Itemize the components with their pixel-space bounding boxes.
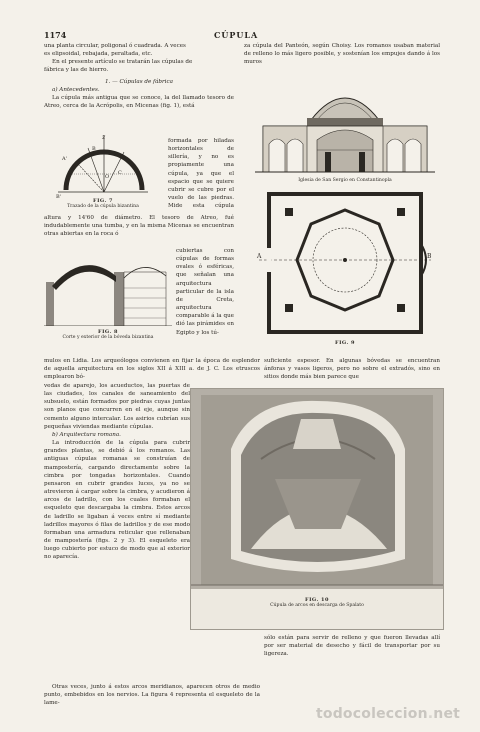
byzantine-vault-diagram	[44, 252, 172, 326]
intro-text	[44, 42, 234, 110]
subheading-a: a) Antecedentes.	[52, 86, 100, 93]
running-title: CÚPULA	[214, 30, 259, 40]
figure-7	[48, 130, 158, 210]
fig8-number: FIG. 8	[98, 329, 118, 335]
text-beside-fig7-content: formada por hiladas horizontales de sillería, y no es propiamente una cúpula, ya que el espacio que se quiere cubrir se cubre por el vuelo de las piedras. Mide esta cúpula	[168, 138, 234, 209]
fig8-caption: Corte y exterior de la bóveda bizantina	[62, 335, 154, 340]
fig7-label-z: z	[102, 134, 106, 141]
fig10-caption: Cúpula de arcos en descarga de Spalato	[270, 603, 364, 608]
intro-line-3: En el presente artículo se tratarán las cúpulas de	[52, 59, 193, 66]
fig9-label-a: A	[257, 253, 262, 260]
fig7-number: FIG. 7	[93, 198, 113, 204]
watermark-suffix: net	[433, 706, 461, 722]
right-bottom-text-content: sólo están para servir de relleno y que fueron llevadas allí por ser material de desecho y fácil de transportar por su ligereza.	[264, 635, 440, 658]
right-top-text-content: za cúpula del Panteón, según Choisy. Los romanos usaban material de relleno lo más ligero posible, y sostenían los empujes dando á los muros	[244, 43, 440, 66]
text-beside-fig8-content: cubiertas con cúpulas de formas ovales ó esféricas, que señalan una arquitectura particular de la isla de Creta, arquitectura comparable á la que dió las pirámides en Egipto y los tú-	[176, 248, 234, 336]
watermark: todocoleccion.net	[316, 706, 461, 722]
fig7-label-c: C	[118, 170, 122, 176]
right-bottom-text	[264, 634, 440, 660]
fig7-label-o: O	[105, 174, 110, 180]
right-top-text	[244, 42, 440, 76]
figure-9	[255, 80, 435, 365]
text-meridian-arcs-content: Otras veces, junto á estos arcos meridianos, aparecen otros de medio punto, embebidos en los nervios. La figura 4 representa el esqueleto de la lame-	[44, 684, 260, 707]
san-sergio-section	[255, 80, 435, 178]
left-narrow-column	[44, 382, 190, 678]
text-under-fig7-content: altura y 14'60 de diámetro. El tesoro de Atreo, fué indudablemente una tumba, y en la misma Micenas se encuentran otras abiertas en la roca ó	[44, 215, 234, 238]
etruscan-paragraph: vedas de aparejo, los acueductos, las puertas de las ciudades, los canales de saneamiento del subsuelo, están formados por piedras cuyas juntas son planos que concurren en el eje, aunque sin cemento alguno intercalar. Los asirios cubrían sus pequeñas viviendas mediante cúpulas.	[44, 383, 190, 430]
fig9-number: FIG. 9	[335, 340, 355, 346]
section-title: 1. — Cúpulas de fábrica	[105, 78, 173, 85]
fig9-label-b: B	[427, 253, 432, 260]
fig10-number: FIG. 10	[305, 597, 329, 603]
intro-line-1: una planta circular, poligonal ó cuadrada. A veces	[44, 43, 186, 49]
fig7-caption: Trazado de la cúpula bizantina	[67, 204, 139, 209]
right-mid-text	[264, 357, 440, 382]
spalato-dome-photo	[191, 389, 443, 589]
text-beside-fig7	[168, 137, 234, 209]
page-number: 1174	[44, 30, 67, 40]
subheading-b: b) Arquitectura romana.	[52, 431, 121, 438]
para-a: La cúpula más antigua que se conoce, la del llamado tesoro de Atreo, cerca de la Acrópolis, en Micenas (fig. 1), está	[44, 94, 234, 110]
byzantine-dome-diagram	[48, 130, 158, 200]
intro-line-2: es elipsoidal, rebajada, peraltada, etc.	[44, 51, 153, 58]
right-mid-text-content: suficiente espesor. En algunas bóvedas se encuentran ánforas y vasos ligeros, pero no sobre el extradós, sino en sitios donde más bien parece que	[264, 358, 440, 381]
intro-line-4: fábrica y las de hierro.	[44, 67, 109, 74]
watermark-brand: todocoleccion	[316, 706, 428, 722]
fig9-caption: Iglesia de San Sergio en Constantinopla	[298, 178, 392, 183]
fig7-label-a: A	[72, 164, 76, 170]
fig7-label-a-prime: A'	[62, 156, 67, 162]
text-lidia-content: mulos en Lidia. Los arqueólogos convienen en fijar la época de esplendor de aquella arquitectura en los siglos XII á XIII a. de J. C. Los etruscos emplearon bó-	[44, 358, 260, 381]
san-sergio-plan	[255, 188, 435, 338]
figure-8	[44, 252, 172, 342]
text-lidia	[44, 357, 260, 382]
fig7-label-b-prime: B'	[56, 194, 62, 200]
figure-10	[190, 388, 444, 630]
text-beside-fig8	[176, 247, 234, 357]
fig7-label-b: B	[92, 146, 96, 152]
text-under-fig7	[44, 214, 234, 247]
roman-paragraph: La introducción de la cúpula para cubrir grandes plantas, se debió á los romanos. Las antiguas cúpulas romanas se construían de mampostería, cargando directamente sobre la cimbra por tongadas horizontales. Cuando pensaron en cubrir grandes luces, ya no se atrevieron á cargar sobre la cimbra, y acudieron á arcos de ladrillo, con los cuales formaban el esqueleto que descargaba la cimbra. Estos arcos de ladrillo se ligaban á veces entre sí mediante ladrillos mayores ó filas de ladrillos y de ese modo formaban una armadura reticular que rellenaban de mampostería (figs. 2 y 3). El esqueleto era luego cubierto por estuco de modo que al exterior no aparecía.	[44, 440, 190, 561]
text-meridian-arcs	[44, 683, 260, 709]
